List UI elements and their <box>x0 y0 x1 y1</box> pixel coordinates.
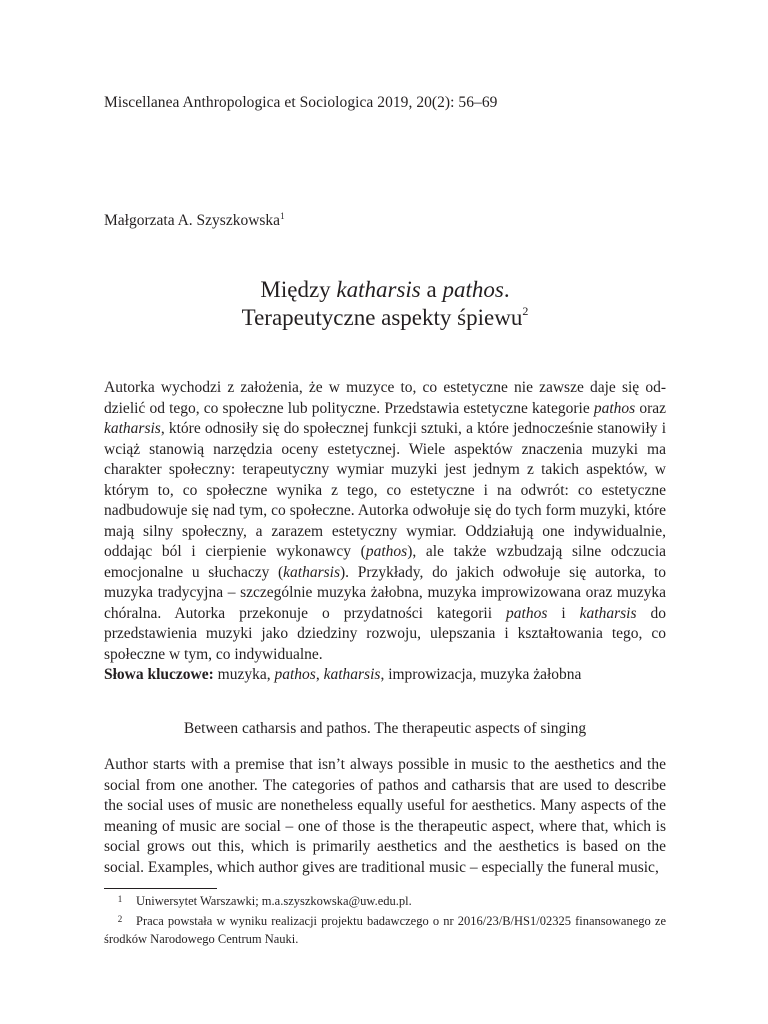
abstract-text: do przedstawienia muzyki jako dziedziny rozwoju, ulepszania i kształtowania tego, co społeczne w tym, co indywidualne. <box>104 604 667 663</box>
title-line-2 <box>104 304 666 332</box>
keywords <box>104 666 666 684</box>
footnote-text: Praca powstała w wyniku realizacji projektu badawczego o nr 2016/23/B/HS1/02325 finansowanego ze środków Narodowego Centrum Nauki. <box>104 914 666 946</box>
abstract-term: katharsis <box>104 420 161 437</box>
abstract-polish <box>104 378 666 665</box>
footnote-number: 1 <box>117 894 123 904</box>
footnote-2 <box>104 910 666 948</box>
title-italic-term: pathos <box>442 277 504 302</box>
keywords-label: Słowa kluczowe: <box>104 666 214 683</box>
keyword-text: muzyka, <box>213 666 275 683</box>
footnotes <box>104 890 666 948</box>
keyword-text: , improwizacja, muzyka żałobna <box>380 666 582 683</box>
title-text: Między <box>260 277 337 302</box>
abstract-english: Author starts with a premise that isn’t always possible in music to the aesthetics and the social from one another. The categories of pathos and catharsis that are used to describe the social uses of music are nonetheless equally useful for aesthetics. Many aspects of the meaning of music are social – one of those is the therapeutic aspect, where that, which is social grows out this, which is primarily aesthetics and the aesthetics is based on the social. Examples, which author gives are traditional music – especially the funeral music, <box>104 756 666 876</box>
journal-citation: Miscellanea Anthropologica et Sociologica 2019, 20(2): 56–69 <box>104 94 498 111</box>
english-title: Between catharsis and pathos. The therapeutic aspects of singing <box>183 720 587 737</box>
title-line-1 <box>104 276 666 304</box>
abstract-term: katharsis <box>283 563 341 581</box>
keyword-term: katharsis <box>323 666 381 683</box>
title-footnote-mark[interactable]: 2 <box>522 304 529 318</box>
abstract-text: ), ale także wzbudzają silne odczucia emocjonalne u słuchaczy ( <box>104 543 667 581</box>
abstract-text: ). Przykłady, do jakich odwołuje się autorka, to muzyka tradycyjna – szczególnie muzyka żałobna, muzyka improwizowana oraz muzyka chóralna. Autorka przekonuje o przydatności kategorii <box>104 563 667 622</box>
author-line <box>104 212 285 230</box>
abstract-term: pathos <box>593 399 636 417</box>
title-italic-term: katharsis <box>336 277 421 302</box>
title-subtitle: Terapeutyczne aspekty śpiewu <box>241 305 523 330</box>
footnote-number: 2 <box>117 914 123 924</box>
author-name: Małgorzata A. Szyszkowska <box>104 212 281 229</box>
abstract-term: pathos <box>506 604 548 622</box>
author-footnote-mark[interactable]: 1 <box>280 211 285 221</box>
abstract-text: Autorka wychodzi z założenia, że w muzyce to, co estetyczne nie zawsze daje się oddzielić od tego, co społeczne lub polityczne. Przedstawia estetyczne kategorie <box>104 379 666 417</box>
title-text: a <box>420 277 443 302</box>
abstract-text: i <box>547 604 580 622</box>
footnote-text: Uniwersytet Warszawki; m.a.szyszkowska@uw.edu.pl. <box>136 894 412 908</box>
abstract-text: , które odnosiły się do społecznej funkcji sztuki, a które jednocześnie stanowiły i wciąż stanowią narzędzia oceny estetycznej. Wiele aspektów znaczenia muzyki ma charakter społeczny: terapeutyczny wymiar muzyki jest jednym z takich aspektów, w którym to, co społeczne wynika z tego, co estetyczne i na odwrót: co estetyczne nadbudowuje się nad tym, co społeczne. Autorka odwołuje się do tych form muzyki, które mają silny społeczny, a zarazem estetyczny wymiar. Oddziałują one indywidualnie, oddając ból i cierpienie wykonawcy ( <box>104 420 666 560</box>
article-title <box>104 276 666 332</box>
abstract-term: katharsis <box>579 604 637 622</box>
footnote-1 <box>104 890 666 910</box>
keyword-term: pathos <box>274 666 316 683</box>
abstract-term: pathos <box>365 543 408 560</box>
keyword-text: , <box>315 666 324 683</box>
footnote-divider <box>104 888 217 889</box>
title-text: . <box>503 277 510 302</box>
abstract-text: oraz <box>635 399 666 417</box>
